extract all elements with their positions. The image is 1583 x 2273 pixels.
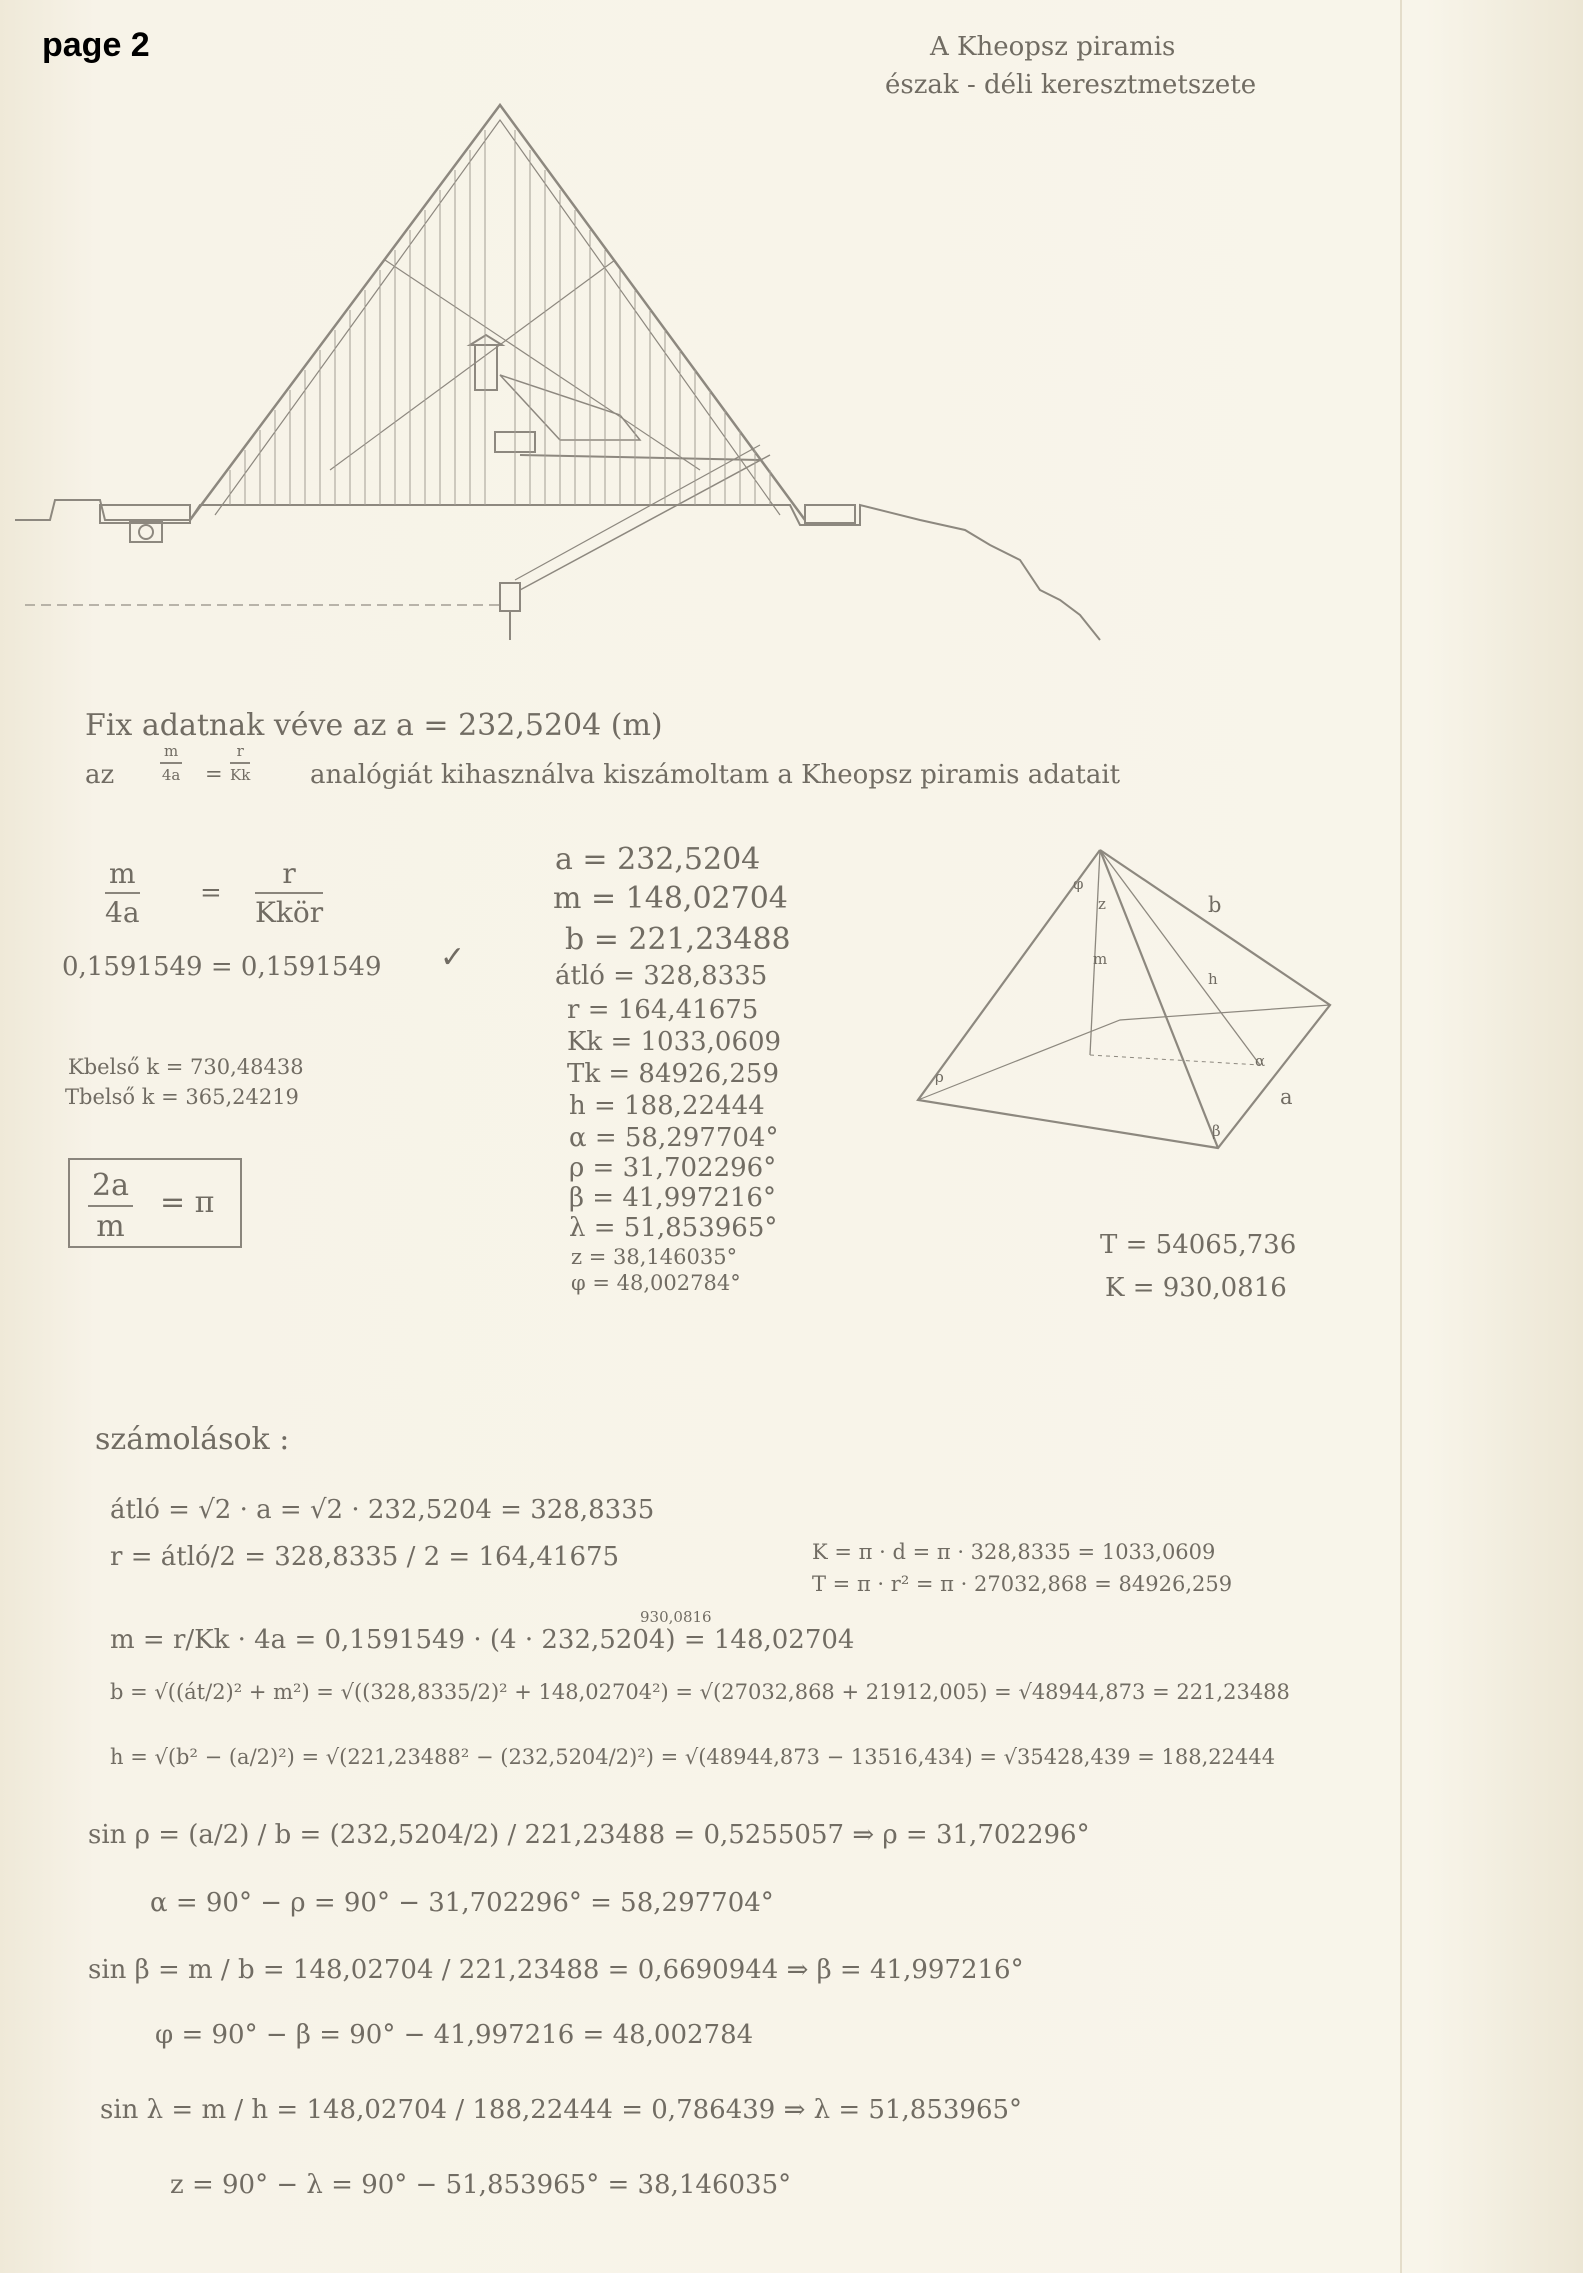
pyramid-label-beta: β <box>1212 1122 1221 1140</box>
calc-h: h = √(b² − (a/2)²) = √(221,23488² − (232,5204/2)²) = √(48944,873 − 13516,434) = √35428,439 = 188,22444 <box>110 1745 1276 1769</box>
intro-fraction-left-den: 4a <box>161 766 181 784</box>
calc-phi: φ = 90° − β = 90° − 41,997216 = 48,002784 <box>155 2020 754 2050</box>
calc-m: m = r/Kk · 4a = 0,1591549 · (4 · 232,5204) = 148,02704 <box>110 1625 855 1655</box>
pyramid-label-h: h <box>1208 970 1218 988</box>
pyramid-label-b: b <box>1208 893 1222 917</box>
ratio-right-fraction <box>255 857 323 929</box>
intro-line1: Fix adatnak véve az a = 232,5204 (m) <box>85 708 663 743</box>
drawing-title-line2: észak - déli keresztmetszete <box>885 70 1257 100</box>
value-tk: Tk = 84926,259 <box>567 1059 780 1089</box>
surface-k: K = 930,0816 <box>1105 1273 1287 1303</box>
calc-heading: számolások : <box>95 1422 290 1457</box>
calc-sin-lambda: sin λ = m / h = 148,02704 / 188,22444 = 0,786439 ⇒ λ = 51,853965° <box>100 2095 1023 2125</box>
intro-fraction-left <box>160 742 182 784</box>
ratio-right-den: Kkör <box>255 896 324 929</box>
calc-sin-beta: sin β = m / b = 148,02704 / 221,23488 = 0,6690944 ⇒ β = 41,997216° <box>88 1955 1024 1985</box>
value-lambda: λ = 51,853965° <box>569 1213 778 1243</box>
ratio-left-fraction <box>105 857 140 929</box>
ratio-left-num: m <box>105 857 140 894</box>
value-rho: ρ = 31,702296° <box>569 1153 777 1183</box>
value-r: r = 164,41675 <box>567 995 759 1025</box>
drawing-title-line1: A Kheopsz piramis <box>930 32 1176 62</box>
pyramid-label-z: z <box>1098 895 1106 913</box>
calc-circle-t: T = π · r² = π · 27032,868 = 84926,259 <box>812 1572 1233 1596</box>
intro-line2-prefix: az <box>85 760 115 790</box>
intro-line2-suffix: analógiát kihasználva kiszámoltam a Kheopsz piramis adatait <box>310 760 1121 790</box>
value-z: z = 38,146035° <box>571 1245 738 1269</box>
page-label: page 2 <box>42 26 150 64</box>
values-list <box>553 842 791 1295</box>
value-beta: β = 41,997216° <box>569 1183 776 1213</box>
pyramid-label-phi: φ <box>1073 875 1084 893</box>
value-kk: Kk = 1033,0609 <box>567 1027 782 1057</box>
calc-b: b = √((át/2)² + m²) = √((328,8335/2)² + 148,02704²) = √(27032,868 + 21912,005) = √48944,873 = 221,23488 <box>110 1680 1290 1704</box>
value-b: b = 221,23488 <box>565 922 791 957</box>
value-h: h = 188,22444 <box>569 1091 765 1121</box>
pi-box-rhs: = π <box>160 1185 215 1220</box>
ratio-right-num: r <box>255 857 323 894</box>
check-mark: ✓ <box>440 940 466 975</box>
pyramid-label-a: a <box>1280 1085 1293 1109</box>
value-a: a = 232,5204 <box>555 842 761 877</box>
calc-atlo: átló = √2 · a = √2 · 232,5204 = 328,8335 <box>110 1495 655 1525</box>
surface-t: T = 54065,736 <box>1100 1230 1297 1260</box>
calc-sin-rho: sin ρ = (a/2) / b = (232,5204/2) / 221,23488 = 0,5255057 ⇒ ρ = 31,702296° <box>88 1820 1090 1850</box>
intro-line2-eq: = <box>205 762 223 786</box>
ratio-left-den: 4a <box>105 896 140 929</box>
ratio-value-line: 0,1591549 = 0,1591549 <box>62 952 382 982</box>
pyramid-label-rho: ρ <box>935 1068 944 1086</box>
calc-circle-k: K = π · d = π · 328,8335 = 1033,0609 <box>812 1540 1216 1564</box>
pyramid-label-m: m <box>1093 950 1108 968</box>
intro-fraction-left-num: m <box>160 742 182 764</box>
value-m: m = 148,02704 <box>553 881 788 916</box>
ratio-eq: = <box>200 878 222 908</box>
calc-alpha: α = 90° − ρ = 90° − 31,702296° = 58,297704° <box>150 1888 774 1918</box>
intro-fraction-right-den: Kk <box>230 766 251 784</box>
pi-box-den: m <box>96 1209 125 1244</box>
calc-z: z = 90° − λ = 90° − 51,853965° = 38,146035° <box>170 2170 792 2200</box>
value-alpha: α = 58,297704° <box>569 1123 779 1153</box>
inner-circle-t: Tbelső k = 365,24219 <box>65 1085 299 1109</box>
intro-fraction-right-num: r <box>230 742 250 764</box>
pi-box-num: 2a <box>88 1168 133 1207</box>
intro-fraction-right <box>230 742 250 784</box>
calc-r: r = átló/2 = 328,8335 / 2 = 164,41675 <box>110 1542 620 1572</box>
pi-box-fraction <box>88 1168 133 1244</box>
value-phi: φ = 48,002784° <box>571 1271 741 1295</box>
calc-note-k: 930,0816 <box>640 1608 712 1626</box>
pyramid-label-alpha: α <box>1255 1052 1266 1070</box>
value-atlo: átló = 328,8335 <box>555 961 768 991</box>
inner-circle-k: Kbelső k = 730,48438 <box>68 1055 304 1079</box>
